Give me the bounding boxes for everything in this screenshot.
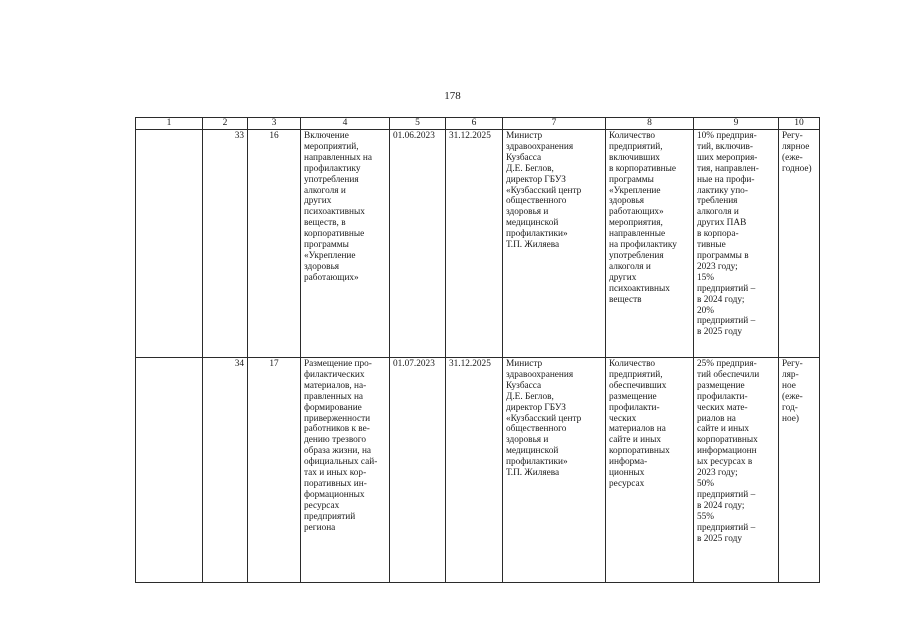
table-row xyxy=(136,130,820,358)
target-value-cell: 10% предприя- тий, включив- ших мероприя- тия, направлен- ные на профи- лактику упо- требления алкоголя и других ПАВ в корпора- тивные программы в 2023 году; 15% предприятий – в 2024 году; 20% предприятий – в 2025 году xyxy=(694,130,779,358)
measure-name-cell: Размещение про- филактических материалов, на- правленных на формирование приверженности работников к ве- дению трезвого образа жизни, на официальных сай- тах и иных кор- поративных ин- формационных ресурсах предприятий региона xyxy=(301,358,390,583)
table-cell xyxy=(136,358,203,583)
table-cell xyxy=(136,130,203,358)
column-header: 9 xyxy=(694,118,779,130)
column-header: 7 xyxy=(503,118,606,130)
item-number-cell: 17 xyxy=(248,358,301,583)
indicator-cell: Количество предприятий, включивших в корпоративные программы «Укрепление здоровья работающих» мероприятия, направленные на профилактику употребления алкоголя и других психоактивных веществ xyxy=(606,130,694,358)
frequency-cell: Регу- ляр- ное (еже- год- ное) xyxy=(779,358,820,583)
frequency-cell: Регу- лярное (еже- годное) xyxy=(779,130,820,358)
end-date-cell: 31.12.2025 xyxy=(446,130,503,358)
row-number-cell: 33 xyxy=(203,130,248,358)
target-value-cell: 25% предприя- тий обеспечили размещение профилакти- ческих мате- риалов на сайте и иных корпоративных информационн ых ресурсах в 2023 году; 50% предприятий – в 2024 году; 55% предприятий – в 2025 году xyxy=(694,358,779,583)
start-date-cell: 01.06.2023 xyxy=(390,130,446,358)
column-header: 5 xyxy=(390,118,446,130)
row-number-cell: 34 xyxy=(203,358,248,583)
start-date-cell: 01.07.2023 xyxy=(390,358,446,583)
column-header: 4 xyxy=(301,118,390,130)
column-header: 10 xyxy=(779,118,820,130)
measure-name-cell: Включение мероприятий, направленных на профилактику употребления алкоголя и других психоактивных веществ, в корпоративные программы «Укрепление здоровья работающих» xyxy=(301,130,390,358)
responsible-cell: Министр здравоохранения Кузбасса Д.Е. Беглов, директор ГБУЗ «Кузбасский центр общественного здоровья и медицинской профилактики» Т.П. Жиляева xyxy=(503,358,606,583)
column-header: 8 xyxy=(606,118,694,130)
measures-table xyxy=(135,117,820,583)
page-number: 178 xyxy=(444,90,461,102)
column-header: 2 xyxy=(203,118,248,130)
end-date-cell: 31.12.2025 xyxy=(446,358,503,583)
column-number-row xyxy=(136,118,820,130)
column-header: 1 xyxy=(136,118,203,130)
responsible-cell: Министр здравоохранения Кузбасса Д.Е. Беглов, директор ГБУЗ «Кузбасский центр общественного здоровья и медицинской профилактики» Т.П. Жиляева xyxy=(503,130,606,358)
item-number-cell: 16 xyxy=(248,130,301,358)
column-header: 6 xyxy=(446,118,503,130)
table-row xyxy=(136,358,820,583)
column-header: 3 xyxy=(248,118,301,130)
indicator-cell: Количество предприятий, обеспечивших размещение профилакти- ческих материалов на сайте и иных корпоративных информа- ционных ресурсах xyxy=(606,358,694,583)
